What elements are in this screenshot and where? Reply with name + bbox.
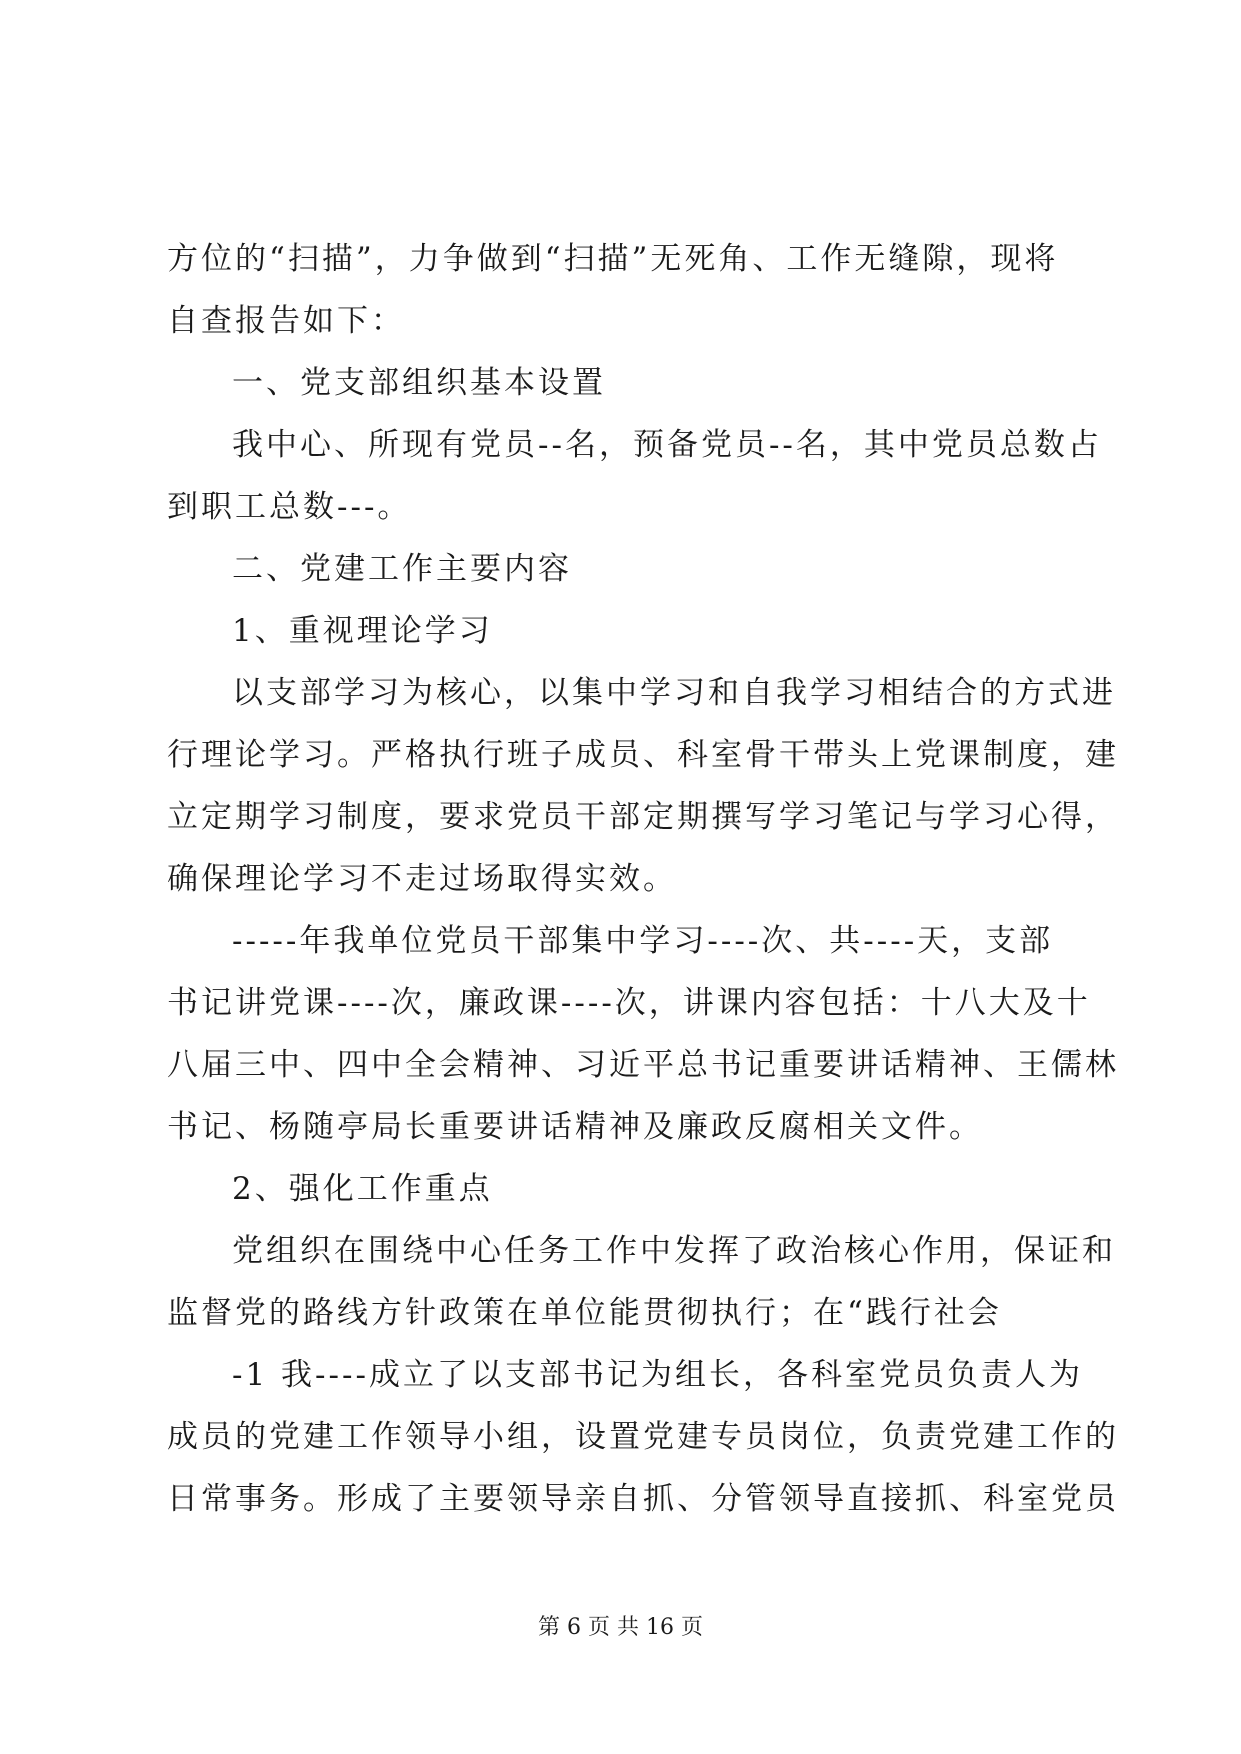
- text-line: 书记、杨随亭局长重要讲话精神及廉政反腐相关文件。: [167, 1109, 983, 1145]
- section-heading: 一、党支部组织基本设置: [232, 365, 606, 401]
- text-line: -----年我单位党员干部集中学习----次、共----天，支部: [232, 923, 1054, 959]
- text-line: 到职工总数---。: [167, 489, 412, 525]
- text-line: 监督党的路线方针政策在单位能贯彻执行；在“践行社会: [167, 1295, 1002, 1331]
- text-line: 方位的“扫描”，力争做到“扫描”无死角、工作无缝隙，现将: [167, 241, 1059, 277]
- text-line: 以支部学习为核心，以集中学习和自我学习相结合的方式进: [232, 675, 1116, 711]
- text-line: 成员的党建工作领导小组，设置党建专员岗位，负责党建工作的: [167, 1419, 1119, 1455]
- text-line: 日常事务。形成了主要领导亲自抓、分管领导直接抓、科室党员: [167, 1481, 1119, 1517]
- subsection-heading: 2、强化工作重点: [232, 1171, 493, 1207]
- body-text: [167, 228, 1119, 1530]
- text-line: 书记讲党课----次，廉政课----次，讲课内容包括：十八大及十: [167, 985, 1091, 1021]
- text-line: 行理论学习。严格执行班子成员、科室骨干带头上党课制度，建: [167, 737, 1119, 773]
- text-line: 确保理论学习不走过场取得实效。: [167, 861, 677, 897]
- section-heading: 二、党建工作主要内容: [232, 551, 572, 587]
- text-line: 自查报告如下：: [167, 303, 405, 339]
- text-line: 我中心、所现有党员--名，预备党员--名，其中党员总数占: [232, 427, 1102, 463]
- page-number-footer: 第 6 页 共 16 页: [538, 1615, 703, 1640]
- text-line: 立定期学习制度，要求党员干部定期撰写学习笔记与学习心得，: [167, 799, 1119, 835]
- text-line: 党组织在围绕中心任务工作中发挥了政治核心作用，保证和: [232, 1233, 1116, 1269]
- text-line: -1 我----成立了以支部书记为组长，各科室党员负责人为: [232, 1357, 1083, 1393]
- text-line: 八届三中、四中全会精神、习近平总书记重要讲话精神、王儒林: [167, 1047, 1119, 1083]
- subsection-heading: 1、重视理论学习: [232, 613, 493, 649]
